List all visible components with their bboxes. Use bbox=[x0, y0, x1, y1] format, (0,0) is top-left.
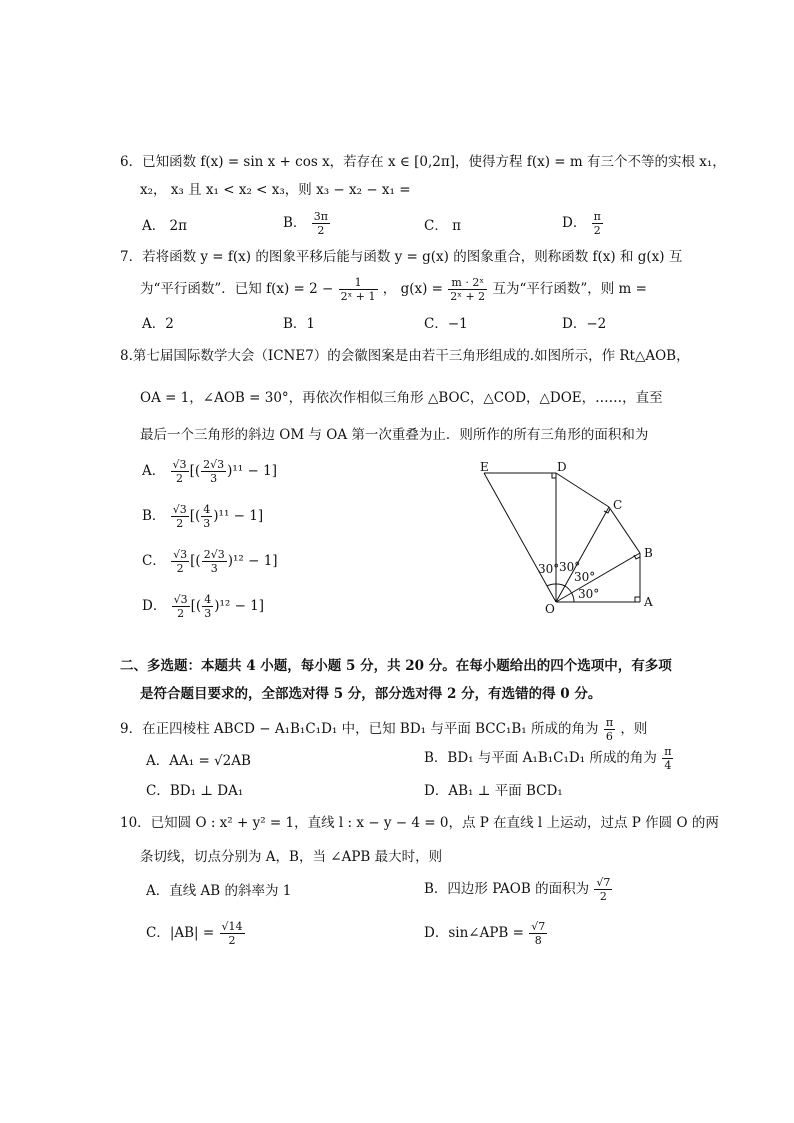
q8-option-d: D． $\frac{√3}{2}$ [( $\frac{4}{3}$ )¹² − 1] bbox=[142, 593, 265, 620]
q9-option-a: A．AA₁ = √2AB bbox=[146, 753, 251, 769]
label-E: E bbox=[480, 460, 489, 474]
q7-option-a: A．2 bbox=[142, 316, 174, 332]
option-text: π bbox=[452, 218, 462, 234]
right-angle-D bbox=[552, 473, 556, 478]
q8-option-b: B． $\frac{√3}{2}$ [( $\frac{4}{3}$ )¹¹ − 1] bbox=[142, 503, 264, 530]
angle-label: 30° bbox=[574, 570, 596, 584]
q8-stem-line1: 8.第七届国际数学大会（ICNE7）的会徽图案是由若干三角形组成的.如图所示，作 Rt△AOB， bbox=[120, 348, 690, 364]
q7-option-d: D．−2 bbox=[562, 316, 607, 332]
label-B: B bbox=[644, 546, 653, 560]
q10-option-d: D．sin∠APB = $\frac{√7}{8}$ bbox=[424, 920, 546, 947]
angle-label: 30° bbox=[559, 560, 581, 574]
label-A: A bbox=[644, 595, 653, 609]
section2-line2: 是符合题目要求的，全部选对得 5 分，部分选对得 2 分，有选错的得 0 分。 bbox=[140, 686, 602, 702]
q9-option-c: C．BD₁ ⊥ DA₁ bbox=[146, 783, 244, 799]
option-text: 2π bbox=[169, 218, 188, 234]
angle-label: 30° bbox=[578, 587, 600, 601]
q7-stem-line1: 7．若将函数 y = f(x) 的图象平移后能与函数 y = g(x) 的图象重合，则称函数 f(x) 和 g(x) 互 bbox=[120, 249, 683, 265]
q10-stem-line1: 10．已知圆 O : x² + y² = 1，直线 l : x − y − 4 = 0，点 P 在直线 l 上运动，过点 P 作圆 O 的两 bbox=[120, 815, 719, 831]
angle-label: 30° bbox=[538, 562, 560, 576]
q6-option-a bbox=[142, 217, 187, 235]
fraction: $\frac{\pi}{2}$ bbox=[593, 210, 601, 237]
q6-stem-line1: 6．已知函数 f(x) = sin x + cos x，若存在 x ∈ [0,2π]，使得方程 f(x) = m 有三个不等的实根 x₁， bbox=[120, 154, 726, 170]
label-C: C bbox=[613, 498, 623, 512]
q8-option-a: A． $\frac{√3}{2}$ [( $\frac{2√3}{3}$ )¹¹ − 1] bbox=[142, 458, 277, 485]
q8-option-c: C． $\frac{√3}{2}$ [( $\frac{2√3}{3}$ )¹² − 1] bbox=[142, 548, 278, 575]
q10-option-c: C．|AB| = $\frac{√14}{2}$ bbox=[146, 920, 243, 947]
q8-stem-line2: OA = 1，∠AOB = 30°，再依次作相似三角形 △BOC，△COD，△DOE，……，直至 bbox=[140, 390, 663, 406]
fraction: $\frac{\text{m · 2ˣ}}{\text{2ˣ + 2}}$ bbox=[450, 276, 486, 303]
fraction: $\frac{3\pi}{2}$ bbox=[313, 210, 328, 237]
q10-option-a: A．直线 AB 的斜率为 1 bbox=[146, 883, 292, 899]
q10-stem-line2: 条切线，切点分别为 A，B，当 ∠APB 最大时，则 bbox=[140, 849, 443, 865]
q8-stem-line3: 最后一个三角形的斜边 OM 与 OA 第一次重叠为止．则所作的所有三角形的面积和为 bbox=[140, 427, 649, 443]
angle-arc bbox=[547, 584, 556, 586]
q8-triangle-figure bbox=[470, 455, 660, 615]
option-label: B． bbox=[283, 215, 307, 231]
q7-option-c: C．−1 bbox=[424, 316, 468, 332]
segment-BC bbox=[609, 507, 640, 553]
q6-option-d bbox=[562, 210, 604, 237]
q9-stem: 9．在正四棱柱 ABCD − A₁B₁C₁D₁ 中，已知 BD₁ 与平面 BCC₁B₁ 所成的角为 $\frac{\pi}{6}$ ，则 bbox=[120, 716, 648, 743]
section2-title: 二、多选题：本题共 4 小题，每小题 5 分，共 20 分。在每小题给出的四个选项中，有多项 bbox=[120, 658, 672, 674]
angle-arc bbox=[565, 586, 571, 592]
q6-stem-line2: x₂， x₃ 且 x₁ < x₂ < x₃，则 x₃ − x₂ − x₁ = bbox=[140, 182, 411, 198]
fraction: $\frac{1}{\text{2ˣ + 1}}$ bbox=[340, 276, 376, 303]
q9-option-b: B．BD₁ 与平面 A₁B₁C₁D₁ 所成的角为 $\frac{\pi}{4}$ bbox=[424, 745, 672, 772]
segment-OE bbox=[484, 473, 556, 602]
q6-option-c bbox=[424, 217, 461, 235]
option-label: A． bbox=[142, 218, 166, 234]
label-D: D bbox=[557, 460, 567, 474]
q7-option-b: B．1 bbox=[283, 316, 316, 332]
right-angle-A bbox=[635, 597, 640, 602]
q9-option-d: D．AB₁ ⊥ 平面 BCD₁ bbox=[424, 783, 563, 799]
option-label: C． bbox=[424, 218, 448, 234]
option-label: D． bbox=[562, 215, 587, 231]
q10-option-b: B．四边形 PAOB 的面积为 $\frac{√7}{2}$ bbox=[424, 876, 611, 903]
angle-arc bbox=[556, 584, 565, 586]
label-O: O bbox=[545, 602, 555, 615]
angle-arc bbox=[571, 592, 574, 602]
q7-stem-line2: 为“平行函数”．已知 f(x) = 2 − $\frac{1}{\text{2ˣ + 1}}$ ， g(x) = $\frac{\text{m · 2ˣ}}{\text{2ˣ + 2}}$ 互为“平行函数”，则 m = bbox=[140, 276, 647, 303]
q6-option-b bbox=[283, 210, 331, 237]
segment-CD bbox=[556, 473, 609, 507]
